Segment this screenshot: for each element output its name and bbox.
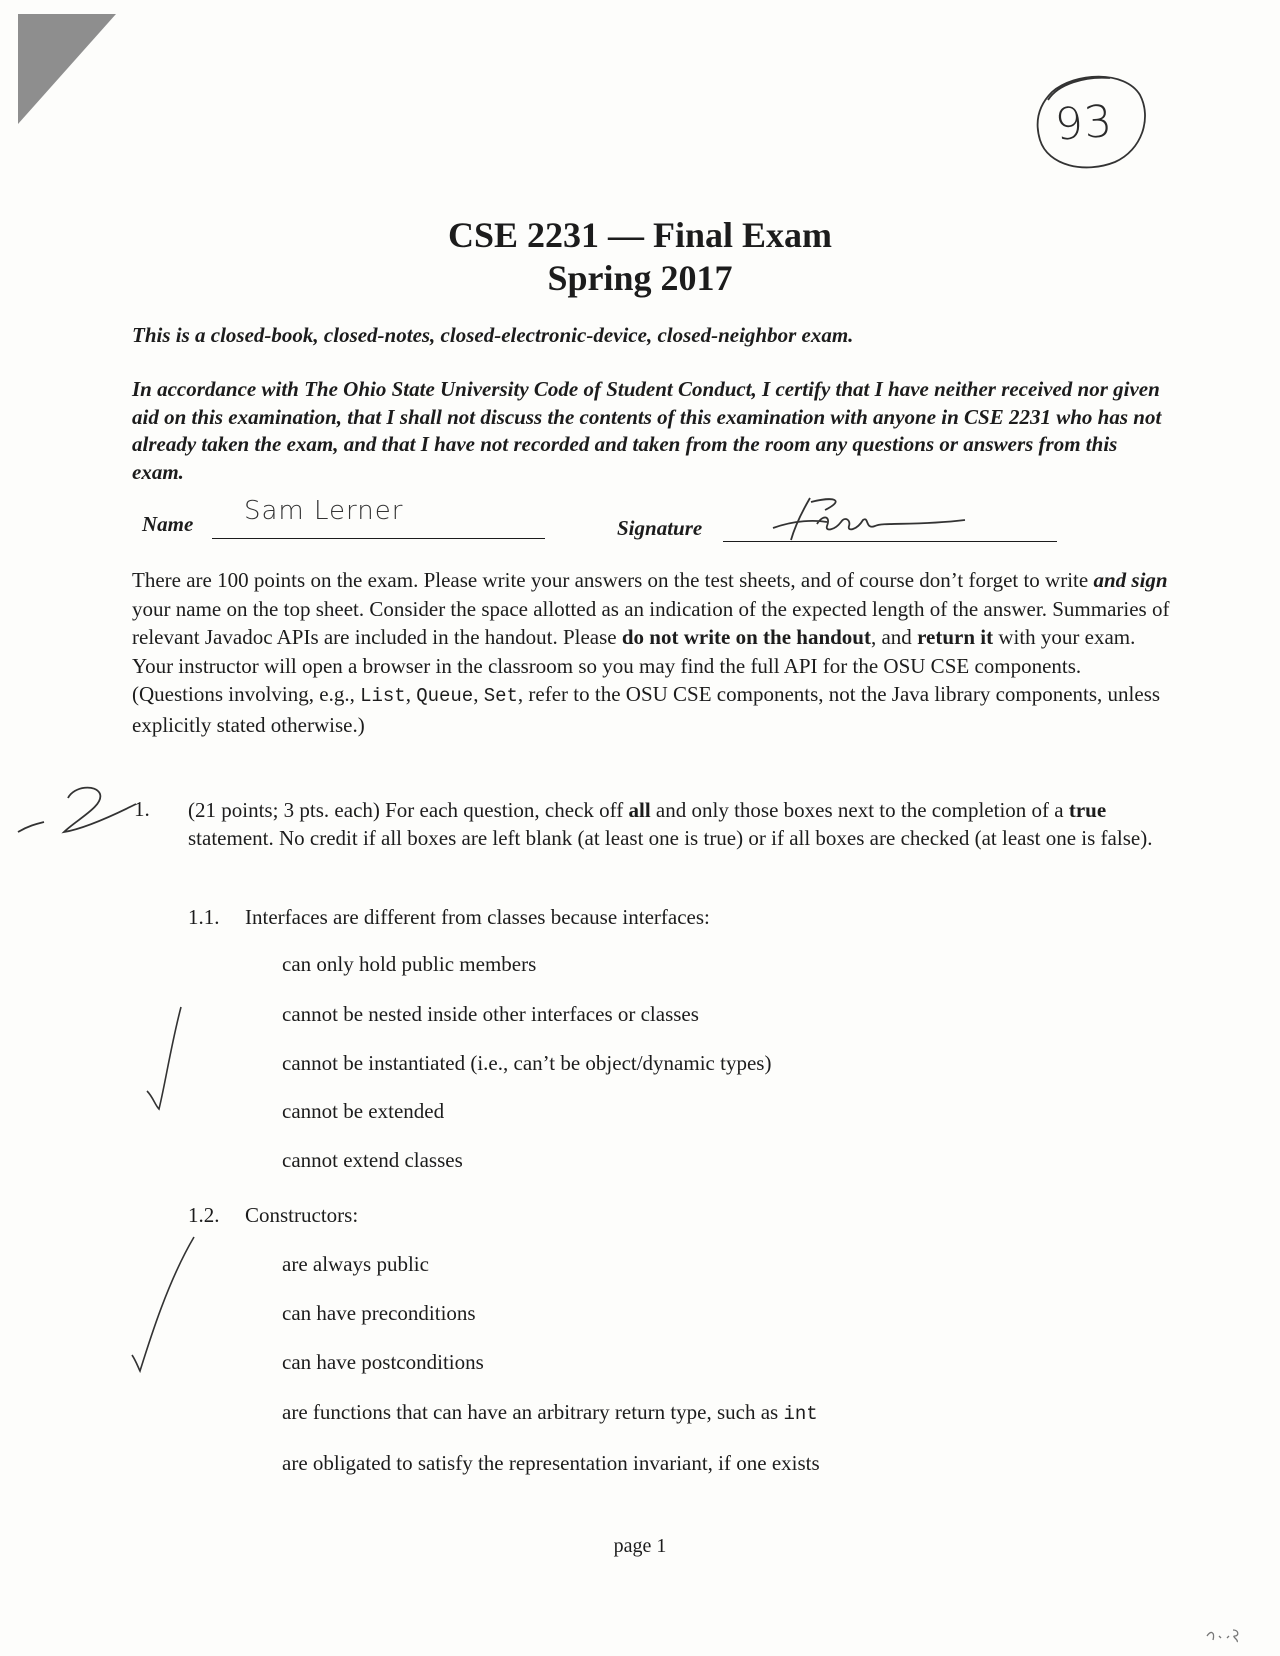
choice-1-1-d[interactable]: cannot be extended — [282, 1099, 445, 1123]
question-1-2-prompt: 1.2. Constructors: — [188, 1203, 359, 1227]
choice-1-1-b[interactable]: cannot be nested inside other interfaces or classes — [282, 1002, 699, 1026]
name-field-line[interactable] — [212, 538, 545, 539]
grader-deduction-mark — [16, 780, 146, 840]
signature-label: Signature — [617, 516, 703, 540]
page-number: page 1 — [613, 1535, 667, 1557]
footer-scribble-mark — [1205, 1626, 1245, 1644]
exam-instructions: There are 100 points on the exam. Please write your answers on the test sheets, and of course don’t forget to write and sign your name on the top sheet. Consider the space allotted as an indication of the expected length of the answer. Summaries of relevant Javadoc APIs are included in the handout. Please do not write on the handout, and return it with your exam. Your instructor will open a browser in the classroom so you may find the full API for the OSU CSE components. (Questions involving, e.g., List, Queue, Set, refer to the OSU CSE components, not the Java library components, unless explicitly stated otherwise.) — [132, 568, 1170, 737]
check-mark-icon — [128, 1235, 198, 1375]
question-1-1-prompt: 1.1. Interfaces are different from classes because interfaces: — [188, 905, 710, 929]
corner-fold-mark — [18, 14, 118, 126]
signature-scribble — [765, 490, 985, 550]
check-mark-icon — [145, 1005, 185, 1115]
question-1-number: 1. — [134, 797, 150, 821]
question-1-instructions: (21 points; 3 pts. each) For each question, check off all and only those boxes next to the completion of a true statement. No credit if all boxes are left blank (at least one is true) or if all boxes are checked (at least one is false). — [188, 798, 1153, 850]
choice-1-2-a[interactable]: are always public — [282, 1252, 429, 1276]
choice-1-2-c[interactable]: can have postconditions — [282, 1350, 484, 1374]
exam-term: Spring 2017 — [547, 258, 733, 298]
exam-rules: This is a closed-book, closed-notes, closed-electronic-device, closed-neighbor exam. — [132, 323, 854, 347]
choice-1-2-b[interactable]: can have preconditions — [282, 1301, 476, 1325]
choice-1-1-c[interactable]: cannot be instantiated (i.e., can’t be object/dynamic types) — [282, 1051, 772, 1075]
choice-1-1-a[interactable]: can only hold public members — [282, 952, 537, 976]
exam-title: CSE 2231 — Final Exam — [447, 215, 833, 255]
choice-1-2-e[interactable]: are obligated to satisfy the representation invariant, if one exists — [282, 1451, 820, 1475]
honor-pledge: In accordance with The Ohio State University Code of Student Conduct, I certify that I have neither received nor given aid on this examination, that I shall not discuss the contents of this examination with anyone in CSE 2231 who has not already taken the exam, and that I have not recorded and taken from the room any questions or answers from this exam. — [132, 377, 1162, 484]
choice-1-1-e[interactable]: cannot extend classes — [282, 1148, 463, 1172]
choice-1-2-d[interactable]: are functions that can have an arbitrary return type, such as int — [282, 1400, 818, 1425]
name-label: Name — [142, 512, 194, 536]
handwritten-name: Sam Lerner — [244, 496, 404, 526]
handwritten-score: 93 — [1053, 95, 1115, 151]
